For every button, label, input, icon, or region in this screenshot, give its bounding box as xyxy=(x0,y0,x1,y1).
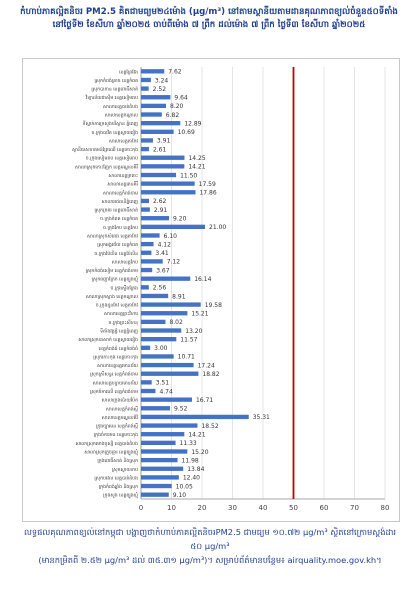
y-tick-label: ស្រុកកោះកុង ខេត្តកោះកុង xyxy=(93,355,138,361)
bar xyxy=(141,380,152,384)
y-tick-label: សាលាស្រុកកោះញែក ខេត្តមណ្ឌលគិរី xyxy=(75,165,138,171)
summary-footer xyxy=(20,525,400,567)
bar xyxy=(141,432,184,436)
y-tick-label: ច.ក្រុងប៉ៃលិន ខេត្តប៉ៃលិន xyxy=(94,251,138,257)
y-tick-label: សាលាខេត្តកណ្ដាល xyxy=(104,113,138,119)
y-tick-label: វិទ្យាល័យជាស៊ីម ខេត្តសៀមរាប xyxy=(85,96,138,102)
data-label: 11.50 xyxy=(180,172,198,180)
bar xyxy=(141,363,194,367)
bar xyxy=(141,216,169,220)
bar xyxy=(141,311,187,315)
bar xyxy=(141,164,184,168)
data-label: 14.21 xyxy=(188,431,206,439)
data-label: 11.57 xyxy=(180,336,198,344)
x-tick-label: 20 xyxy=(197,504,207,512)
y-tick-label: សាលាស្រុកស្អាង ខេត្តកណ្ដាល xyxy=(85,294,138,300)
data-label: 16.71 xyxy=(195,396,214,404)
data-label: 3.41 xyxy=(155,250,169,258)
y-tick-label: ស្រុកពញាក្រែក ខេត្តត្បូងឃ្មុំ xyxy=(91,277,138,283)
data-label: 2.62 xyxy=(152,198,167,206)
y-tick-label: ច.ក្រុងដូនកែវ ខេត្តតាកែវ xyxy=(95,303,138,309)
y-tick-label: ស្រុកស្វាយទាប xyxy=(111,467,138,473)
bar xyxy=(141,285,149,289)
bar xyxy=(141,156,184,160)
website-link[interactable]: airquality.moe.gov.kh xyxy=(287,555,377,565)
y-tick-label: ក្រុងសួង ខេត្តត្បូងឃ្មុំ xyxy=(103,493,138,499)
data-label: 4.74 xyxy=(159,388,173,396)
y-tick-label: សាលាខេត្តរតនគិរី xyxy=(107,182,138,188)
data-label: 6.82 xyxy=(165,111,180,119)
data-label: 19.58 xyxy=(204,301,222,309)
x-tick-label: 80 xyxy=(380,504,390,512)
bar xyxy=(141,173,176,177)
y-tick-label: សាលាខេត្តព្រះវិហារ xyxy=(103,312,138,318)
data-label: 2.56 xyxy=(152,284,167,292)
data-label: 3.51 xyxy=(155,379,170,387)
y-tick-label: សាលាខេត្តឧត្តរមានជ័យ xyxy=(97,364,138,370)
data-label: 2.91 xyxy=(153,206,168,214)
bar xyxy=(141,458,178,462)
y-tick-label: ទីស្នាក់ការក្រសួងបរិស្ថាន ភ្នំពេញ xyxy=(82,122,138,128)
data-label: 10.05 xyxy=(175,483,193,491)
bar xyxy=(141,181,195,185)
bar xyxy=(141,199,149,203)
bar xyxy=(141,354,174,358)
bar xyxy=(141,337,176,341)
bar xyxy=(141,207,150,211)
data-label: 11.33 xyxy=(179,440,197,448)
bar xyxy=(141,475,179,479)
y-tick-label: ស្រុកបាកាន ខេត្តពោធិ៍សាត់ xyxy=(91,87,138,93)
bar-chart xyxy=(23,59,399,521)
x-tick-label: 10 xyxy=(167,504,176,512)
bar xyxy=(141,449,187,453)
bar xyxy=(141,467,183,471)
bar xyxy=(141,130,174,134)
data-label: 13.20 xyxy=(185,327,203,335)
y-tick-label: សាលាខេត្តតាកែវ xyxy=(108,139,138,145)
data-label: 8.91 xyxy=(172,293,186,301)
y-tick-label: សាលាស្រុកសំរោង ខេត្តតាកែវ xyxy=(87,234,138,240)
bar xyxy=(141,112,162,116)
footer-line-2 xyxy=(20,553,400,567)
y-tick-label: សាលាខេត្តកំពង់ស្ពឺ xyxy=(105,407,138,413)
chart-frame xyxy=(22,58,400,522)
bar xyxy=(141,389,155,393)
bar xyxy=(141,242,154,246)
data-label: 4.12 xyxy=(157,241,171,249)
y-tick-label: ច.ក្រុងកំពត ខេត្តកំពត xyxy=(100,217,138,223)
data-label: 14.25 xyxy=(188,155,206,163)
y-tick-label: ក្រុងពោធិ៍សាត់ និងស្រុក xyxy=(97,459,138,465)
y-tick-label: សាលាខេត្តកំពង់ចាម xyxy=(103,191,138,197)
bar xyxy=(141,372,198,376)
footer-line-1: លទ្ធផលគុណភាពខ្យល់នៅកម្ពុជា បង្ហាញថាកំហាប់ភាគល្អិតនិចរPM2.5 ជាមធ្យម ១០.៧២ µg/m³ ស្ថិតនៅក្រោមស្តង់ដារ ៥០ µg/m³ xyxy=(23,527,397,551)
data-label: 10.69 xyxy=(177,129,195,137)
y-tick-label: សាលាក្រុងប៉ោយប៉ែត xyxy=(101,398,138,404)
y-tick-label: ច.ក្រុងសៀមរាប ខេត្តសៀមរាប xyxy=(85,156,138,162)
footer-line-2-end: ។ xyxy=(376,555,382,565)
bar xyxy=(141,346,150,350)
bar xyxy=(141,121,180,125)
x-tick-label: 30 xyxy=(228,504,237,512)
y-tick-label: សាលាខេត្តក្រចេះ xyxy=(108,174,138,179)
bar xyxy=(141,86,149,90)
data-label: 6.10 xyxy=(163,232,177,240)
bar xyxy=(141,423,197,427)
title-line-1: កំហាប់ភាគល្អិតនិចរ PM2.5 គិតជាមធ្យម២៤ម៉ោង (µg/m³) នៅតាមស្ថានីយតាមដានគុណភាពខ្យល់ចំនួន៥០ទីតាំង xyxy=(20,7,398,17)
data-label: 17.24 xyxy=(197,362,215,370)
data-label: 15.21 xyxy=(191,310,209,318)
chart-title xyxy=(14,6,404,32)
bar xyxy=(141,78,151,82)
y-tick-label: ច.ក្រុងព្រះសីហនុ xyxy=(108,320,138,326)
y-tick-label: សាលាខេត្តកែប xyxy=(111,260,138,266)
bar xyxy=(141,328,181,332)
data-label: 35.31 xyxy=(252,414,270,422)
data-label: 21.00 xyxy=(209,224,227,232)
y-tick-label: ក្រុងច្បារមន ខេត្តកំពង់ស្ពឺ xyxy=(95,424,138,430)
y-tick-label: ក្រុងចំការមន ខេត្តកោះកុង xyxy=(93,433,138,439)
y-tick-label: សាលាខេត្តបាត់ដំបង xyxy=(103,104,138,110)
data-label: 3.91 xyxy=(156,137,171,145)
y-tick-label: សាលាខេត្តមណ្ឌលគិរី xyxy=(101,415,138,421)
bar xyxy=(141,95,170,99)
data-label: 17.86 xyxy=(199,189,217,197)
data-label: 18.82 xyxy=(202,371,220,379)
data-label: 3.24 xyxy=(154,77,169,85)
y-tick-label: ខេត្តកំពង់ធំ ខេត្តកំពង់ធំ xyxy=(98,346,138,352)
bar xyxy=(141,138,153,142)
data-label: 3.00 xyxy=(154,345,168,353)
bar xyxy=(141,259,163,263)
bar xyxy=(141,493,169,497)
data-label: 10.71 xyxy=(177,353,195,361)
x-tick-label: 50 xyxy=(289,504,298,512)
y-tick-label: សាលាស្រុកបាសាក់ ខេត្តស្វាយរៀង xyxy=(78,338,138,344)
data-label: 2.52 xyxy=(152,85,167,93)
y-tick-label: ស្រុកស្រីសន្ធរ ខេត្តកំពង់ចាម xyxy=(90,372,138,378)
y-tick-label: ស្ថានីយសហគមន៍ព្រៃឈើ ខេត្តកោះកុង xyxy=(72,148,138,154)
x-tick-label: 40 xyxy=(258,504,268,512)
y-tick-label: សាលាស្រុកមោងឫស្សី ខេត្តបាត់ដំបង xyxy=(75,441,138,447)
y-tick-label: ស្រុកកំពង់ត្រាច ខេត្តកំពត xyxy=(94,78,138,84)
data-label: 7.62 xyxy=(168,68,182,76)
bar xyxy=(141,320,165,324)
data-label: 15.20 xyxy=(191,448,209,456)
data-label: 11.98 xyxy=(181,457,199,465)
data-label: 8.20 xyxy=(170,103,184,111)
bar xyxy=(141,147,149,151)
y-tick-label: ច.ក្រុងស្ទឹងត្រែង xyxy=(110,286,138,292)
data-label: 9.64 xyxy=(174,94,188,102)
x-tick-label: 70 xyxy=(350,504,359,512)
bar xyxy=(141,225,205,229)
bar xyxy=(141,190,195,194)
bar xyxy=(141,251,151,255)
data-label: 9.52 xyxy=(174,405,188,413)
data-label: 2.61 xyxy=(152,146,167,154)
data-label: 8.02 xyxy=(169,319,183,327)
bar xyxy=(141,233,160,237)
bar xyxy=(141,277,190,281)
y-tick-label: ទីតាំងវត្តភ្នំ ខេត្តភ្នំពេញ xyxy=(100,329,138,335)
y-tick-label: ស្រុកអង្គរជ័យ ខេត្តកំពត xyxy=(97,243,138,249)
bar xyxy=(141,268,152,272)
y-tick-label: ច.ក្រុងកែប ខេត្តកែប xyxy=(103,225,138,231)
y-tick-label: សាលាស្រុកក្រូចឆ្មារ ខេត្តត្បូងឃ្មុំ xyxy=(84,450,138,456)
data-label: 12.40 xyxy=(182,474,201,482)
y-tick-label: សាលាខេត្តបន្ទាយមានជ័យ xyxy=(92,381,138,387)
data-label: 9.10 xyxy=(172,491,187,499)
data-label: 17.59 xyxy=(198,180,216,188)
data-label: 18.52 xyxy=(201,422,219,430)
data-label: 14.21 xyxy=(188,163,206,171)
x-tick-label: 60 xyxy=(319,504,329,512)
y-tick-label: ស្រុកក្រគរ ខេត្តពោធិ៍សាត់ xyxy=(94,208,138,214)
x-tick-label: 0 xyxy=(138,504,144,512)
bar xyxy=(141,406,170,410)
data-label: 3.67 xyxy=(156,267,170,275)
title-line-2: នៅថ្ងៃទី២ ខែសីហា ឆ្នាំ២០២៥ ចាប់ពីម៉ោង ៧ ព្រឹក ដល់ម៉ោង ៧ ព្រឹក ថ្ងៃទី៣ ខែសីហា ឆ្នាំ២០២៥ xyxy=(52,20,366,30)
footer-line-2-text: (មានកម្រិតពី ២.៥២ µg/m³ ដល់ ៣៥.៣១ µg/m³)។ សម្រាប់ព័ត៌មានបន្ថែម៖ xyxy=(38,555,285,565)
y-tick-label: ស្រុកកំពង់សៀម ខេត្តកំពង់ចាម xyxy=(85,269,138,275)
y-tick-label: ច.ក្រុងបាវិត ខេត្តស្វាយរៀង xyxy=(91,130,138,136)
data-label: 12.89 xyxy=(184,120,202,128)
bar xyxy=(141,302,201,306)
data-label: 9.20 xyxy=(173,215,187,223)
y-tick-label: សាលារាជធានីភ្នំពេញ xyxy=(101,199,138,205)
bar xyxy=(141,69,164,73)
bar xyxy=(141,397,192,401)
y-tick-label: ស្រុកចំការលើ ខេត្តកំពង់ចាម xyxy=(89,390,138,395)
data-label: 13.84 xyxy=(187,466,205,474)
bar xyxy=(141,415,249,419)
data-label: 16.14 xyxy=(194,275,212,283)
bar xyxy=(141,484,172,488)
bar xyxy=(141,294,168,298)
y-tick-label: ក្រុងកំពង់ឆ្នាំង និងស្រុក xyxy=(98,485,138,491)
y-tick-label: ខេត្តព្រៃវែង xyxy=(119,70,138,76)
data-label: 7.12 xyxy=(166,258,181,266)
y-tick-label: ស្រុកបវេល ខេត្តបាត់ដំបង xyxy=(94,476,138,482)
bar xyxy=(141,104,166,108)
bar xyxy=(141,441,176,445)
